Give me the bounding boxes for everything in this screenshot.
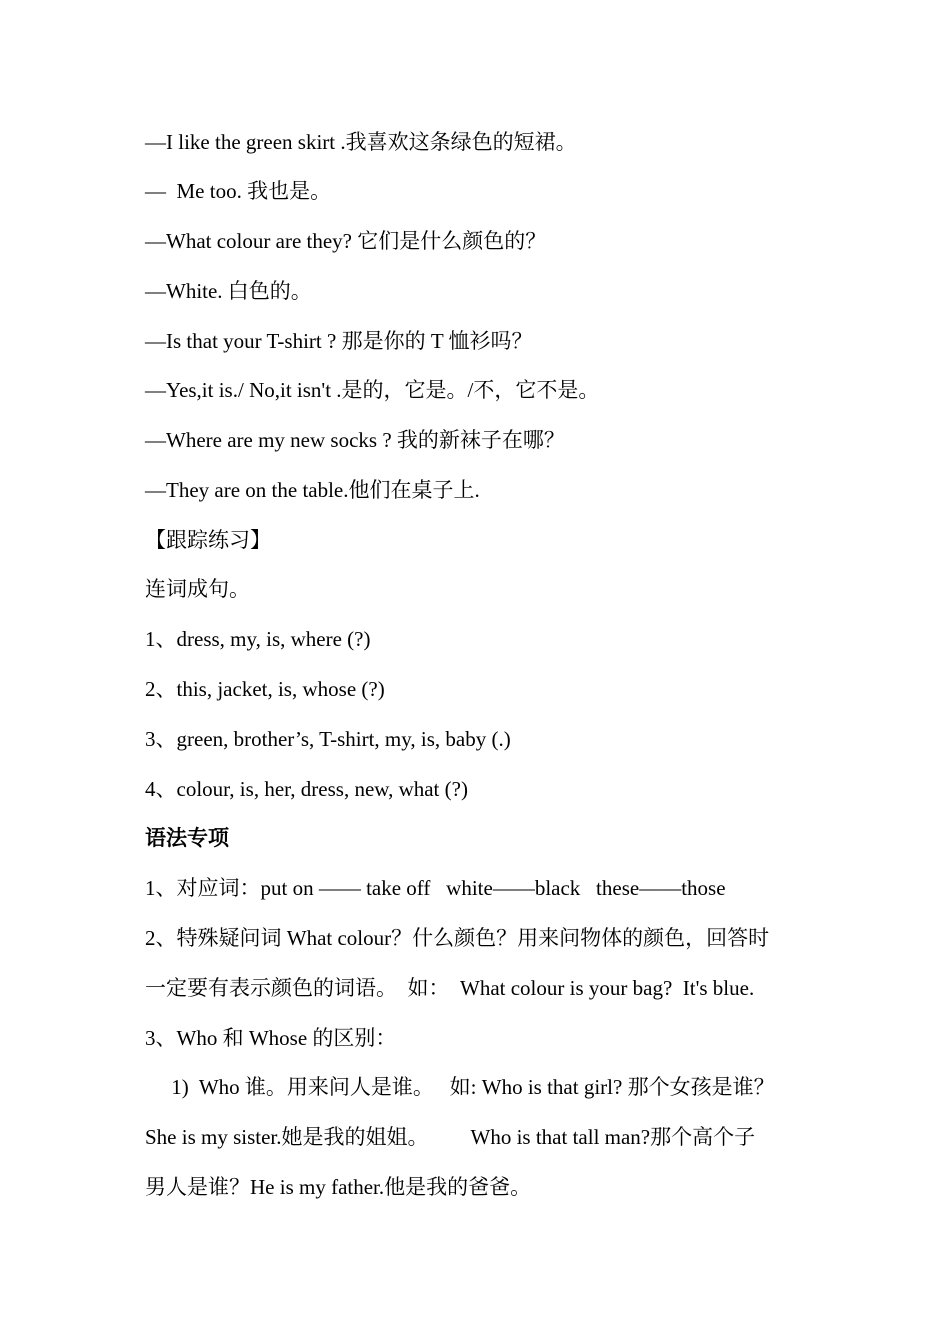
grammar-line-4: 3、Who 和 Whose 的区别： (145, 1026, 397, 1050)
practice-heading: 【跟踪练习】 (145, 528, 271, 552)
practice-item-2: 2、this, jacket, is, whose (?) (145, 677, 385, 701)
dialogue-line-7: —Where are my new socks ? 我的新袜子在哪？ (145, 428, 565, 452)
dialogue-line-5: —Is that your T-shirt ? 那是你的 T 恤衫吗？ (145, 329, 533, 353)
dialogue-line-1: —I like the green skirt .我喜欢这条绿色的短裙。 (145, 130, 577, 154)
grammar-line-3: 一定要有表示颜色的词语。 如： What colour is your bag? It's blue. (145, 976, 755, 1000)
dialogue-line-8: —They are on the table.他们在桌子上. (145, 478, 480, 502)
grammar-line-6: She is my sister.她是我的姐姐。 Who is that tall man?那个高个子 (145, 1125, 756, 1149)
practice-item-1: 1、dress, my, is, where (?) (145, 627, 371, 651)
dialogue-line-3: —What colour are they? 它们是什么颜色的？ (145, 229, 547, 253)
practice-item-3: 3、green, brother’s, T-shirt, my, is, baby (.) (145, 727, 511, 751)
dialogue-line-4: —White. 白色的。 (145, 279, 312, 303)
grammar-line-7: 男人是谁？He is my father.他是我的爸爸。 (145, 1175, 532, 1199)
dialogue-line-2: — Me too. 我也是。 (145, 179, 332, 203)
grammar-line-1: 1、对应词：put on —— take off white——black these——those (145, 876, 726, 900)
grammar-line-2: 2、特殊疑问词 What colour？什么颜色？用来问物体的颜色，回答时 (145, 926, 770, 950)
grammar-line-5: 1) Who 谁。用来问人是谁。 如: Who is that girl? 那个女孩是谁？ (145, 1075, 775, 1099)
practice-item-4: 4、colour, is, her, dress, new, what (?) (145, 777, 468, 801)
grammar-heading: 语法专项 (145, 826, 229, 850)
practice-instruction: 连词成句。 (145, 577, 250, 601)
dialogue-line-6: —Yes,it is./ No,it isn't .是的，它是。/不，它不是。 (145, 378, 600, 402)
